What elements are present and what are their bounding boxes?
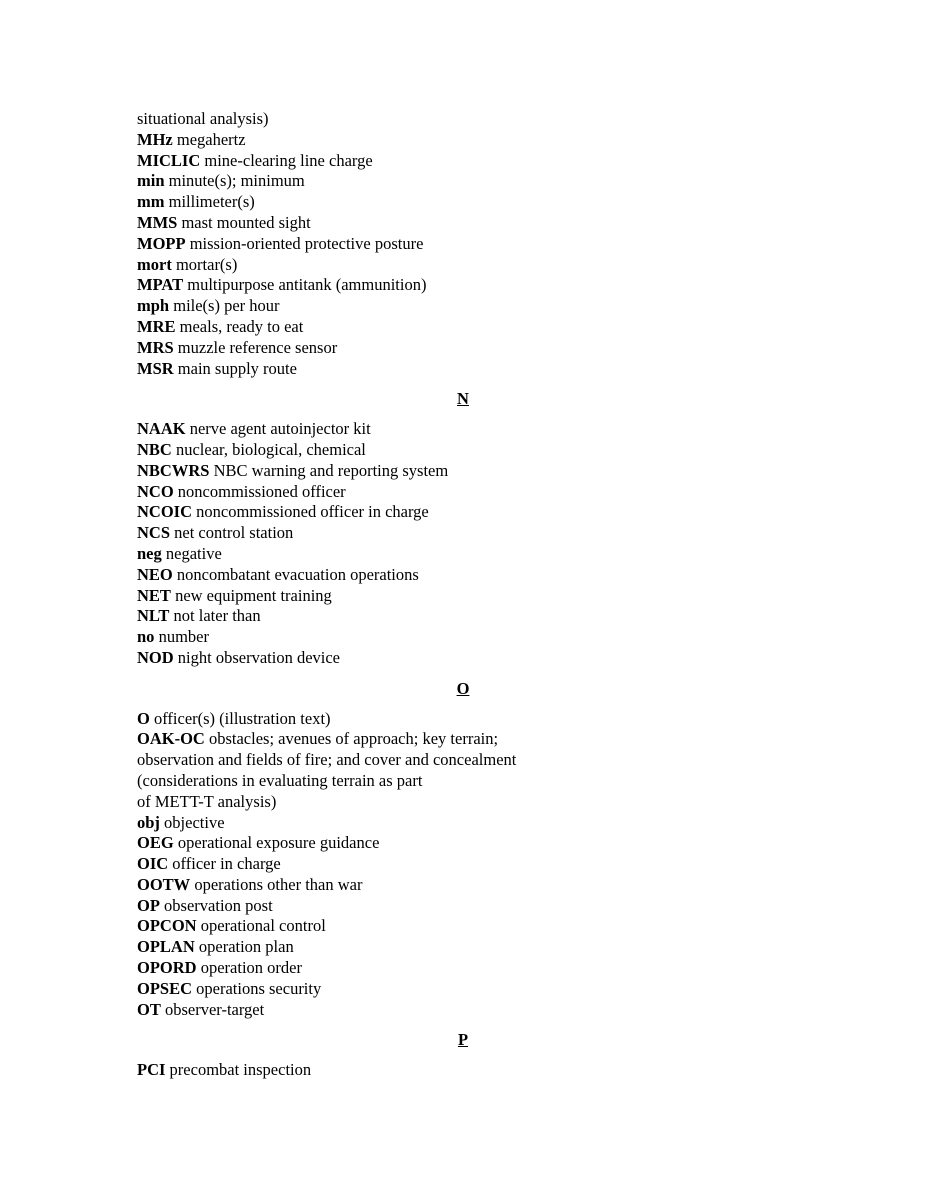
entry-definition: not later than (169, 606, 261, 626)
entry-term: NBCWRS (137, 460, 210, 480)
glossary-entry (137, 544, 787, 565)
entry-definition: net control station (170, 523, 294, 543)
entry-term: MMS (137, 212, 178, 232)
glossary-entry (137, 440, 787, 461)
entry-term: mph (137, 296, 170, 316)
entry-definition: operational control (196, 916, 326, 936)
entry-term: O (137, 708, 150, 728)
entry-definition: muzzle reference sensor (173, 337, 338, 357)
entry-definition: mission-oriented protective posture (185, 233, 424, 253)
entry-definition: observation and fields of fire; and cover and concealment (137, 750, 517, 770)
entry-definition: number (154, 627, 209, 647)
entry-term: mort (137, 254, 172, 274)
entry-definition: operation plan (194, 937, 294, 957)
entry-term: OEG (137, 833, 174, 853)
entry-term: NOD (137, 647, 174, 667)
glossary-entry (137, 171, 787, 192)
glossary-entry (137, 833, 787, 854)
entry-definition: situational analysis) (137, 109, 269, 128)
entry-definition: observation post (159, 895, 273, 915)
entry-definition: multipurpose antitank (ammunition) (183, 275, 427, 295)
entry-term: NLT (137, 606, 170, 626)
section-heading-n: N (457, 389, 469, 409)
entry-definition: negative (161, 543, 222, 563)
glossary-entry (137, 213, 787, 234)
entry-term: NCO (137, 481, 174, 501)
entry-term: no (137, 627, 155, 647)
entry-term: MSR (137, 358, 174, 378)
glossary-entry (137, 338, 787, 359)
entry-term: MRS (137, 337, 174, 357)
glossary-entry (137, 1060, 787, 1081)
entry-term: OPCON (137, 916, 197, 936)
entry-term: OPORD (137, 958, 197, 978)
glossary-entry (137, 958, 787, 979)
entry-definition: minute(s); minimum (164, 171, 305, 191)
glossary-entry (137, 937, 787, 958)
glossary-entry (137, 750, 787, 771)
glossary-entry (137, 419, 787, 440)
entry-definition: night observation device (173, 647, 341, 667)
entry-term: MPAT (137, 275, 184, 295)
glossary-entry (137, 729, 787, 750)
entry-term: OOTW (137, 874, 191, 894)
glossary-entry (137, 359, 787, 380)
entry-definition: operation order (196, 958, 302, 978)
entry-term: OP (137, 895, 160, 915)
glossary-entry (137, 482, 787, 503)
entry-definition: operational exposure guidance (173, 833, 380, 853)
entry-term: neg (137, 543, 162, 563)
entry-term: min (137, 171, 165, 191)
entry-definition: new equipment training (170, 585, 332, 605)
entry-term: NBC (137, 439, 172, 459)
entry-term: NAAK (137, 419, 186, 439)
entry-term: OT (137, 999, 161, 1019)
glossary-entry (137, 792, 787, 813)
entry-term: NCS (137, 523, 171, 543)
entry-definition: precombat inspection (165, 1060, 312, 1080)
entry-definition: obstacles; avenues of approach; key terrain; (204, 729, 499, 749)
glossary-entry (137, 565, 787, 586)
section-heading-o: O (456, 678, 470, 698)
entry-definition: officer(s) (illustration text) (149, 708, 331, 728)
entry-term: OPLAN (137, 937, 195, 957)
glossary-entry (137, 275, 787, 296)
glossary-entry (137, 296, 787, 317)
entry-term: MICLIC (137, 150, 201, 170)
glossary-entry (137, 461, 787, 482)
glossary-entry (137, 523, 787, 544)
entry-term: PCI (137, 1060, 166, 1080)
glossary-entry (137, 813, 787, 834)
glossary-column (137, 109, 787, 1081)
entry-term: NCOIC (137, 502, 193, 522)
glossary-entry (137, 130, 787, 151)
glossary-entry (137, 896, 787, 917)
section-heading-p: P (457, 1030, 469, 1050)
entry-term: OPSEC (137, 978, 193, 998)
entry-definition: noncommissioned officer in charge (192, 502, 429, 522)
glossary-entry (137, 627, 787, 648)
entry-definition: objective (159, 812, 225, 832)
glossary-entry (137, 586, 787, 607)
entry-term: NET (137, 585, 171, 605)
glossary-entry (137, 317, 787, 338)
entry-definition: nuclear, biological, chemical (171, 439, 366, 459)
glossary-entry (137, 979, 787, 1000)
entry-term: mm (137, 192, 165, 212)
entry-term: OAK-OC (137, 729, 205, 749)
entry-definition: mast mounted sight (177, 212, 311, 232)
entry-term: MOPP (137, 233, 186, 253)
entry-definition: mile(s) per hour (169, 296, 280, 316)
entry-definition: millimeter(s) (164, 192, 255, 212)
glossary-entry (137, 916, 787, 937)
glossary-entry (137, 151, 787, 172)
entry-definition: main supply route (173, 358, 297, 378)
entry-definition: meals, ready to eat (175, 316, 304, 336)
entry-definition: (considerations in evaluating terrain as part (137, 770, 423, 790)
glossary-entry (137, 109, 787, 130)
glossary-entry (137, 502, 787, 523)
entry-definition: nerve agent autoinjector kit (185, 419, 371, 439)
entry-definition: mine-clearing line charge (200, 150, 373, 170)
glossary-entry (137, 854, 787, 875)
glossary-entry (137, 606, 787, 627)
entry-definition: operations other than war (190, 874, 363, 894)
glossary-entry (137, 255, 787, 276)
entry-definition: officer in charge (168, 854, 281, 874)
glossary-entry (137, 192, 787, 213)
entry-term: OIC (137, 854, 169, 874)
entry-term: obj (137, 812, 160, 832)
glossary-entry (137, 234, 787, 255)
entry-definition: NBC warning and reporting system (209, 460, 449, 480)
entry-definition: observer-target (160, 999, 265, 1019)
entry-definition: megahertz (172, 129, 246, 149)
entry-definition: operations security (192, 978, 322, 998)
entry-term: NEO (137, 564, 173, 584)
entry-term: MRE (137, 316, 176, 336)
glossary-entry (137, 771, 787, 792)
entry-definition: noncombatant evacuation operations (172, 564, 419, 584)
glossary-entry (137, 875, 787, 896)
entry-definition: noncommissioned officer (173, 481, 346, 501)
glossary-entry (137, 709, 787, 730)
entry-definition: mortar(s) (171, 254, 238, 274)
glossary-entry (137, 1000, 787, 1021)
entry-term: MHz (137, 129, 173, 149)
entry-definition: of METT-T analysis) (137, 791, 277, 811)
glossary-entry (137, 648, 787, 669)
